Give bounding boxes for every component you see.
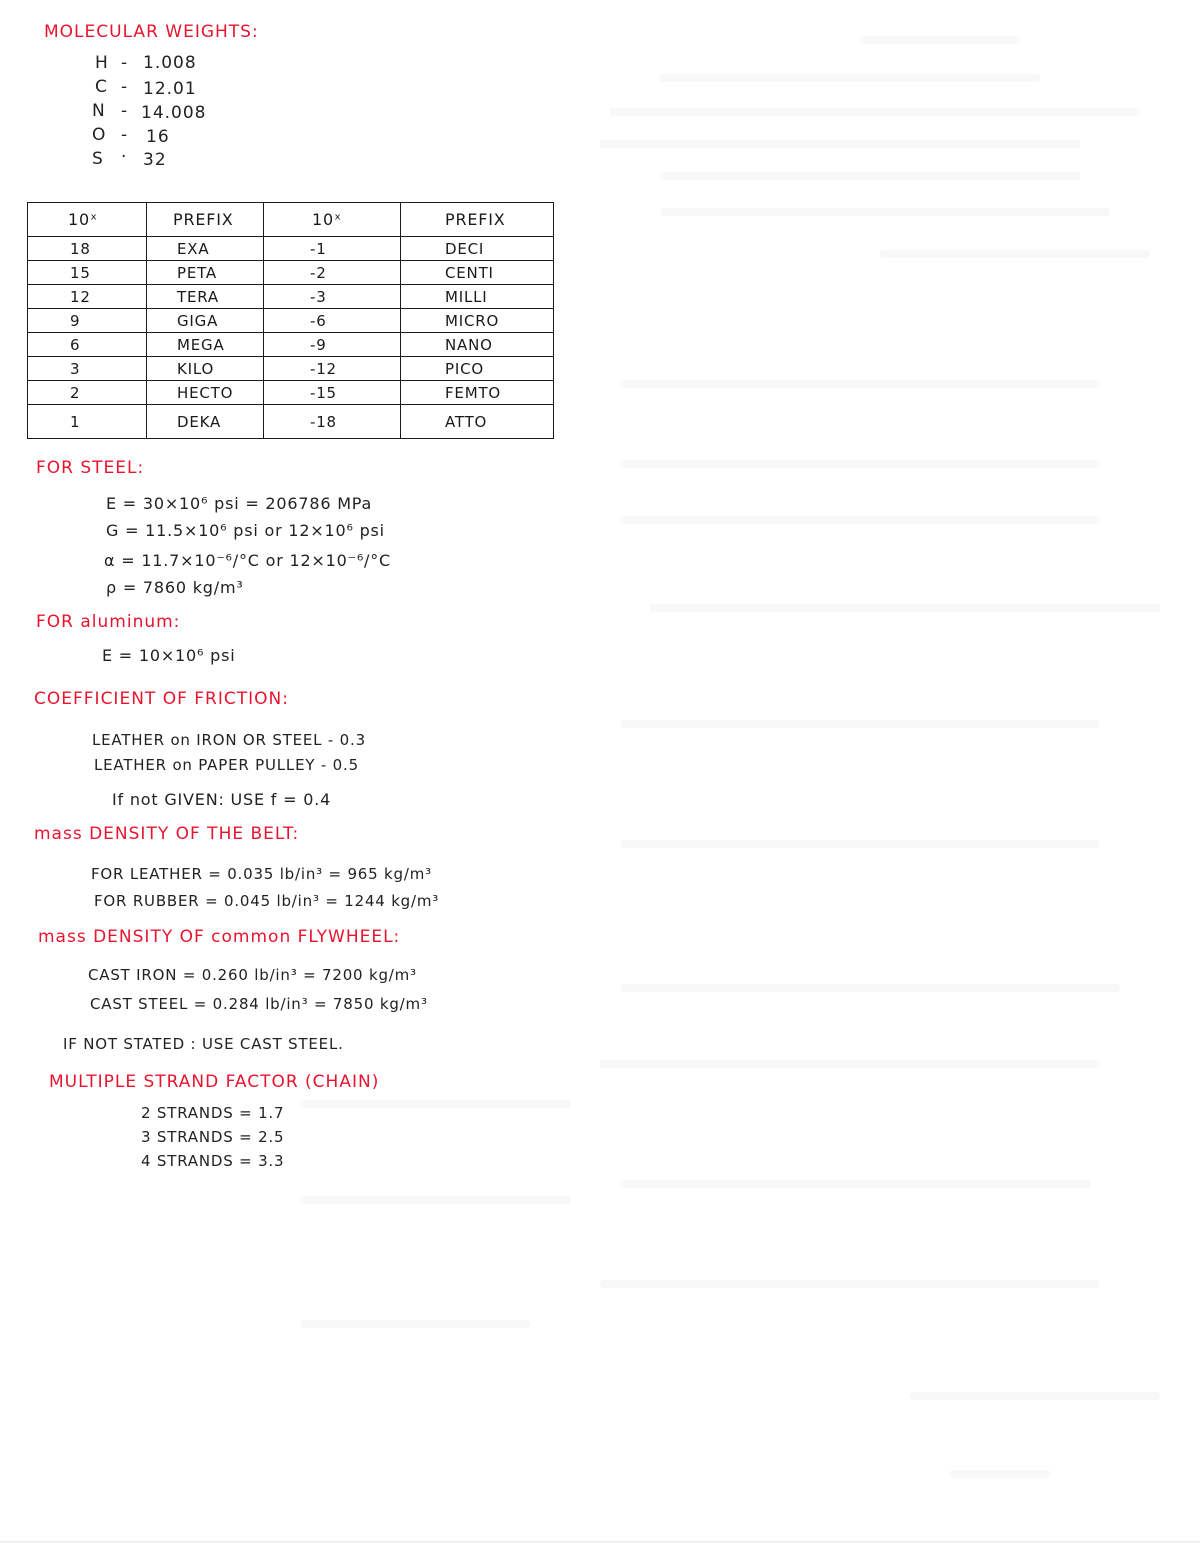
bleed-through-mark [660,74,1040,82]
bleed-through-mark [610,108,1140,116]
bleed-through-mark [600,140,1080,148]
flywheel-density-cast-steel: CAST STEEL = 0.284 lb/in³ = 7850 kg/m³ [90,995,428,1013]
belt-density-heading: mass DENSITY OF THE BELT: [34,824,300,844]
table-header-row [28,203,554,237]
friction-leather-paper: LEATHER on PAPER PULLEY - 0.5 [94,756,359,774]
strand-factor-heading: MULTIPLE STRAND FACTOR (CHAIN) [49,1072,380,1092]
table-row [28,237,554,261]
table-cell: 18 [28,237,147,261]
table-cell: 9 [28,309,147,333]
table-cell: -18 [264,405,401,439]
strand-factor-3: 3 STRANDS = 2.5 [141,1128,285,1146]
bleed-through-mark [660,208,1110,216]
flywheel-default-note: IF NOT STATED : USE CAST STEEL. [63,1035,344,1053]
table-cell: 15 [28,261,147,285]
flywheel-density-heading: mass DENSITY OF common FLYWHEEL: [38,927,401,947]
table-cell: 2 [28,381,147,405]
element-weight: 1.008 [143,53,197,73]
table-row [28,381,554,405]
bleed-through-mark [620,460,1100,468]
table-cell: PICO [401,357,554,381]
table-cell: EXA [147,237,264,261]
table-cell: HECTO [147,381,264,405]
steel-thermal-coefficient: α = 11.7×10⁻⁶/°C or 12×10⁻⁶/°C [104,551,392,570]
strand-factor-2: 2 STRANDS = 1.7 [141,1104,285,1122]
table-cell: -6 [264,309,401,333]
table-cell: 3 [28,357,147,381]
element-dash: · [121,147,128,167]
table-cell: -1 [264,237,401,261]
element-weight: 16 [146,127,170,147]
bleed-through-mark [600,1060,1100,1068]
table-cell: 12 [28,285,147,309]
element-symbol: N [92,101,106,121]
friction-heading: COEFFICIENT OF FRICTION: [34,689,289,709]
column-header: 10ˣ [28,203,147,237]
bleed-through-mark [300,1320,530,1328]
steel-density: ρ = 7860 kg/m³ [106,578,244,597]
table-cell: PETA [147,261,264,285]
table-cell: NANO [401,333,554,357]
table-row [28,309,554,333]
bleed-through-mark [880,250,1150,258]
table-cell: GIGA [147,309,264,333]
table-cell: DEKA [147,405,264,439]
table-cell: MICRO [401,309,554,333]
bleed-through-mark [650,604,1160,612]
table-cell: FEMTO [401,381,554,405]
bleed-through-mark [910,1392,1160,1400]
belt-density-rubber: FOR RUBBER = 0.045 lb/in³ = 1244 kg/m³ [94,892,440,910]
page-edge-line [0,1541,1200,1543]
molecular-weights-heading: MOLECULAR WEIGHTS: [44,22,259,42]
column-header: PREFIX [401,203,554,237]
element-dash: - [121,53,129,73]
bleed-through-mark [300,1100,570,1108]
bleed-through-mark [620,840,1100,848]
bleed-through-mark [300,1196,570,1204]
friction-default: If not GIVEN: USE f = 0.4 [112,790,332,809]
element-symbol: H [95,53,109,73]
bleed-through-mark [660,172,1080,180]
si-prefix-table [27,202,554,439]
bleed-through-mark [620,984,1120,992]
steel-shear-modulus: G = 11.5×10⁶ psi or 12×10⁶ psi [106,521,385,540]
table-cell: 6 [28,333,147,357]
table-cell: TERA [147,285,264,309]
column-header: PREFIX [147,203,264,237]
element-weight: 14.008 [141,103,207,123]
table-cell: -15 [264,381,401,405]
table-row [28,285,554,309]
friction-leather-iron: LEATHER on IRON OR STEEL - 0.3 [92,731,366,749]
aluminum-heading: FOR aluminum: [36,612,181,632]
element-symbol: C [95,77,108,97]
column-header: 10ˣ [264,203,401,237]
element-symbol: S [92,149,104,169]
element-dash: - [121,101,129,121]
bleed-through-mark [860,36,1020,44]
table-row [28,261,554,285]
table-cell: -3 [264,285,401,309]
steel-heading: FOR STEEL: [36,458,145,478]
bleed-through-mark [950,1470,1050,1478]
aluminum-elastic-modulus: E = 10×10⁶ psi [102,646,236,665]
table-cell: KILO [147,357,264,381]
flywheel-density-cast-iron: CAST IRON = 0.260 lb/in³ = 7200 kg/m³ [88,966,417,984]
bleed-through-mark [600,1280,1100,1288]
strand-factor-4: 4 STRANDS = 3.3 [141,1152,285,1170]
element-weight: 32 [143,150,167,170]
table-row [28,333,554,357]
table-cell: ATTO [401,405,554,439]
table-cell: -9 [264,333,401,357]
element-dash: - [121,125,129,145]
table-row [28,357,554,381]
table-cell: CENTI [401,261,554,285]
table-cell: -2 [264,261,401,285]
table-cell: MEGA [147,333,264,357]
element-dash: - [121,77,129,97]
bleed-through-mark [620,380,1100,388]
table-row [28,405,554,439]
belt-density-leather: FOR LEATHER = 0.035 lb/in³ = 965 kg/m³ [91,865,432,883]
table-cell: 1 [28,405,147,439]
bleed-through-mark [620,1180,1090,1188]
table-cell: DECI [401,237,554,261]
element-weight: 12.01 [143,79,197,99]
element-symbol: O [92,125,107,145]
table-cell: MILLI [401,285,554,309]
bleed-through-mark [620,516,1100,524]
steel-elastic-modulus: E = 30×10⁶ psi = 206786 MPa [106,494,373,513]
table-cell: -12 [264,357,401,381]
bleed-through-mark [620,720,1100,728]
